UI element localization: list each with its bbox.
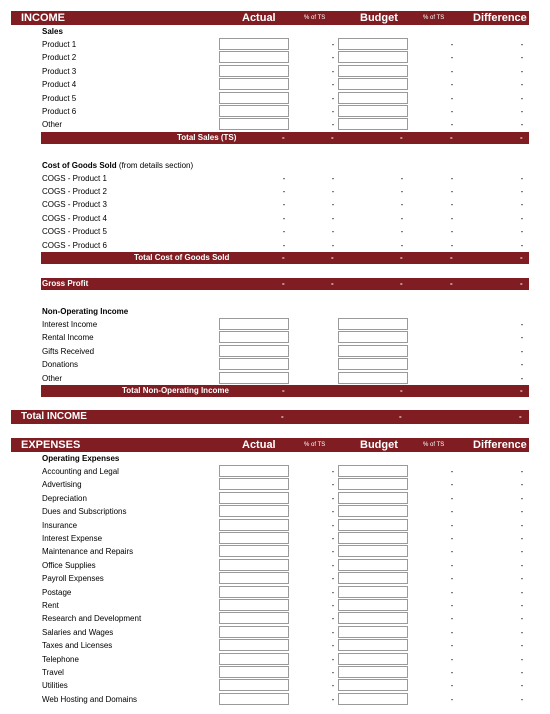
row-label: Postage (42, 587, 72, 597)
difference-value: - (520, 467, 524, 476)
pct-ts-budget-value: - (450, 467, 454, 476)
total-sales-pct: - (331, 133, 334, 142)
row-label: Research and Development (42, 614, 142, 624)
budget-input[interactable] (338, 465, 408, 477)
difference-value: - (520, 507, 524, 517)
pct-ts-budget-value: - (450, 601, 454, 610)
cogs-heading-note: (from details section) (118, 161, 194, 170)
difference-value: - (520, 587, 524, 597)
expenses-budget-column-header: Budget (360, 439, 398, 451)
budget-input[interactable] (338, 586, 408, 598)
actual-input[interactable] (219, 318, 289, 330)
budget-value: - (400, 227, 404, 237)
gross-profit-pct: - (331, 279, 334, 288)
total-sales-difference: - (520, 133, 523, 142)
budget-input[interactable] (338, 372, 408, 384)
budget-input[interactable] (338, 492, 408, 504)
pct-ts-value: - (331, 601, 335, 610)
total-income-difference: - (519, 412, 522, 421)
difference-value: - (520, 668, 524, 677)
row-label: Interest Expense (42, 534, 103, 543)
total-cogs-label: Total Cost of Goods Sold (134, 253, 230, 262)
difference-value: - (520, 213, 524, 223)
budget-input[interactable] (338, 358, 408, 370)
row-label: Web Hosting and Domains (42, 694, 138, 704)
pct-ts-value: - (331, 507, 335, 517)
budget-input[interactable] (338, 345, 408, 357)
row-label: Telephone (42, 654, 79, 664)
actual-input[interactable] (219, 572, 289, 584)
pct-ts-value: - (331, 80, 335, 90)
pct-ts-value: - (331, 654, 335, 664)
budget-input[interactable] (338, 545, 408, 557)
row-label: Rental Income (42, 333, 94, 343)
row-label: Taxes and Licenses (42, 641, 113, 651)
actual-input[interactable] (219, 51, 289, 63)
pct-ts-value: - (331, 547, 335, 557)
difference-value: - (520, 694, 524, 704)
cogs-heading-label (42, 159, 193, 172)
budget-input[interactable] (338, 331, 408, 343)
row-label: Product 4 (42, 80, 77, 90)
budget-input[interactable] (338, 38, 408, 50)
pct-ts-value: - (331, 560, 335, 570)
budget-input[interactable] (338, 599, 408, 611)
actual-input[interactable] (219, 612, 289, 624)
budget-input[interactable] (338, 559, 408, 571)
total-cogs-pct: - (331, 253, 334, 262)
difference-value: - (520, 200, 524, 210)
gross-profit-actual: - (282, 279, 285, 288)
budget-input[interactable] (338, 51, 408, 63)
budget-value: - (400, 213, 404, 223)
total-income-actual: - (281, 412, 284, 421)
pct-ts-budget-value: - (450, 641, 454, 651)
actual-input[interactable] (219, 679, 289, 691)
pct-ts-value: - (331, 520, 335, 530)
difference-value: - (520, 346, 524, 356)
actual-input[interactable] (219, 666, 289, 678)
row-label: Salaries and Wages (42, 627, 114, 637)
actual-input[interactable] (219, 331, 289, 343)
pct-ts-value: - (331, 694, 335, 704)
difference-value: - (520, 574, 524, 584)
pct-ts-value: - (331, 467, 335, 476)
difference-value: - (520, 227, 524, 237)
difference-value: - (520, 601, 524, 610)
budget-input[interactable] (338, 639, 408, 651)
budget-input[interactable] (338, 118, 408, 130)
pct-ts-budget-value: - (450, 694, 454, 704)
pct-ts-value: - (331, 53, 335, 63)
budget-input[interactable] (338, 572, 408, 584)
pct-ts-budget-value: - (450, 547, 454, 557)
operating-expenses-heading-label: Operating Expenses (42, 454, 120, 463)
pct-ts-budget-value: - (450, 534, 454, 543)
difference-column-header: Difference (473, 12, 527, 24)
pct-ts-budget-value: - (450, 654, 454, 664)
total-sales-pct-budget: - (450, 133, 453, 142)
row-label: COGS - Product 6 (42, 240, 107, 250)
actual-input[interactable] (219, 345, 289, 357)
actual-input[interactable] (219, 492, 289, 504)
pct-ts-budget-value: - (450, 480, 454, 490)
actual-column-header: Actual (242, 12, 276, 24)
actual-input[interactable] (219, 639, 289, 651)
gross-profit-label: Gross Profit (42, 279, 89, 288)
pct-ts-value: - (331, 668, 335, 677)
row-label: Rent (42, 601, 59, 610)
row-label: Insurance (42, 520, 78, 530)
difference-value: - (520, 93, 524, 103)
pct-ts-value: - (331, 213, 335, 223)
total-sales-row (41, 132, 529, 144)
difference-value: - (520, 107, 524, 116)
pct-ts-value: - (331, 534, 335, 543)
row-label: Dues and Subscriptions (42, 507, 127, 517)
pct-ts-budget-value: - (450, 53, 454, 63)
sales-heading-label: Sales (42, 27, 63, 36)
actual-value: - (282, 173, 286, 183)
difference-value: - (520, 654, 524, 664)
pct-ts-budget-value: - (450, 574, 454, 584)
total-sales-actual: - (282, 133, 285, 142)
difference-value: - (520, 480, 524, 490)
pct-ts-value: - (331, 40, 335, 49)
row-label: Product 2 (42, 53, 77, 63)
pct-ts-budget-value: - (450, 240, 454, 250)
actual-input[interactable] (219, 559, 289, 571)
total-non-operating-budget: - (400, 386, 403, 395)
row-label: Other (42, 120, 63, 130)
row-label: Other (42, 373, 63, 383)
total-sales-budget: - (400, 133, 403, 142)
expenses-title: EXPENSES (21, 439, 81, 451)
pct-ts-budget-value: - (450, 520, 454, 530)
row-label: Payroll Expenses (42, 574, 104, 584)
gross-profit-row (41, 278, 529, 290)
pct-ts-value: - (331, 173, 335, 183)
difference-value: - (520, 53, 524, 63)
difference-value: - (520, 534, 524, 543)
row-label: Product 5 (42, 93, 77, 103)
difference-value: - (520, 40, 524, 49)
difference-value: - (520, 173, 524, 183)
row-label: Product 1 (42, 40, 77, 49)
non-operating-heading-label: Non-Operating Income (42, 307, 129, 316)
budget-input[interactable] (338, 505, 408, 517)
budget-value: - (400, 186, 404, 196)
total-cogs-row (41, 252, 529, 264)
pct-ts-budget-value: - (450, 493, 454, 503)
budget-value: - (400, 240, 404, 250)
gross-profit-budget: - (400, 279, 403, 288)
pct-ts-budget-value: - (450, 614, 454, 624)
actual-input[interactable] (219, 653, 289, 665)
pct-ts-budget-value: - (450, 560, 454, 570)
budget-input[interactable] (338, 519, 408, 531)
expenses-header (11, 438, 529, 452)
actual-input[interactable] (219, 545, 289, 557)
total-income-row (11, 410, 529, 424)
difference-value: - (520, 627, 524, 637)
pct-ts-budget-value: - (450, 587, 454, 597)
budget-input[interactable] (338, 612, 408, 624)
row-label: COGS - Product 4 (42, 213, 107, 223)
actual-input[interactable] (219, 505, 289, 517)
actual-input[interactable] (219, 105, 289, 117)
total-cogs-difference: - (520, 253, 523, 262)
row-label: Travel (42, 668, 64, 677)
pct-ts-value: - (331, 480, 335, 490)
actual-input[interactable] (219, 65, 289, 77)
actual-input[interactable] (219, 358, 289, 370)
budget-input[interactable] (338, 626, 408, 638)
gross-profit-difference: - (520, 279, 523, 288)
budget-input[interactable] (338, 693, 408, 705)
row-label: Product 3 (42, 66, 77, 76)
actual-input[interactable] (219, 118, 289, 130)
row-label: COGS - Product 3 (42, 200, 107, 210)
difference-value: - (520, 560, 524, 570)
row-label: Maintenance and Repairs (42, 547, 134, 557)
budget-input[interactable] (338, 478, 408, 490)
expenses-difference-column-header: Difference (473, 439, 527, 451)
budget-input[interactable] (338, 92, 408, 104)
difference-value: - (520, 80, 524, 90)
pct-ts-budget-value: - (450, 681, 454, 691)
row-label: Product 6 (42, 107, 77, 116)
pct-ts-budget-value: - (450, 80, 454, 90)
total-cogs-actual: - (282, 253, 285, 262)
row-label: Interest Income (42, 320, 98, 329)
pct-ts-budget-value: - (450, 186, 454, 196)
total-cogs-pct-budget: - (450, 253, 453, 262)
pct-ts-budget-value: - (450, 507, 454, 517)
difference-value: - (520, 547, 524, 557)
pct-ts-budget-value: - (450, 213, 454, 223)
pct-ts-value: - (331, 240, 335, 250)
income-title: INCOME (21, 12, 65, 24)
pct-ts-value: - (331, 66, 335, 76)
row-label: COGS - Product 5 (42, 227, 107, 237)
pct-ts-value: - (331, 493, 335, 503)
budget-value: - (400, 173, 404, 183)
row-label: COGS - Product 1 (42, 173, 107, 183)
total-non-operating-label: Total Non-Operating Income (122, 386, 229, 395)
actual-input[interactable] (219, 465, 289, 477)
difference-value: - (520, 614, 524, 624)
difference-value: - (520, 240, 524, 250)
row-label: Utilities (42, 681, 68, 691)
pct-ts-value: - (331, 186, 335, 196)
actual-input[interactable] (219, 693, 289, 705)
actual-input[interactable] (219, 586, 289, 598)
budget-input[interactable] (338, 532, 408, 544)
pct-ts-budget-value: - (450, 93, 454, 103)
pct-ts-budget-value: - (450, 107, 454, 116)
expenses-actual-column-header: Actual (242, 439, 276, 451)
pct-ts-budget-value: - (450, 200, 454, 210)
actual-input[interactable] (219, 38, 289, 50)
row-label: Accounting and Legal (42, 467, 119, 476)
difference-value: - (520, 66, 524, 76)
pct-ts-value: - (331, 681, 335, 691)
actual-value: - (282, 200, 286, 210)
pct-ts-value: - (331, 614, 335, 624)
pct-ts-column-header: % of TS (304, 15, 326, 21)
income-header (11, 11, 529, 25)
total-sales-label: Total Sales (TS) (177, 133, 237, 142)
actual-value: - (282, 186, 286, 196)
actual-input[interactable] (219, 626, 289, 638)
pct-ts-value: - (331, 574, 335, 584)
expenses-pct-ts-budget-column-header: % of TS (423, 442, 445, 448)
total-non-operating-actual: - (282, 386, 285, 395)
budget-input[interactable] (338, 679, 408, 691)
actual-input[interactable] (219, 519, 289, 531)
budget-input[interactable] (338, 666, 408, 678)
total-non-operating-difference: - (520, 386, 523, 395)
budget-value: - (400, 200, 404, 210)
pct-ts-value: - (331, 587, 335, 597)
pct-ts-value: - (331, 627, 335, 637)
total-non-operating-row (41, 385, 529, 397)
pct-ts-value: - (331, 93, 335, 103)
gross-profit-pct-budget: - (450, 279, 453, 288)
row-label: COGS - Product 2 (42, 186, 107, 196)
row-label: Advertising (42, 480, 82, 490)
actual-input[interactable] (219, 532, 289, 544)
pct-ts-value: - (331, 227, 335, 237)
difference-value: - (520, 641, 524, 651)
actual-value: - (282, 240, 286, 250)
total-cogs-budget: - (400, 253, 403, 262)
total-income-budget: - (399, 412, 402, 421)
actual-input[interactable] (219, 92, 289, 104)
difference-value: - (520, 320, 524, 329)
pct-ts-budget-column-header: % of TS (423, 15, 445, 21)
cogs-heading-text: Cost of Goods Sold (42, 161, 117, 170)
pct-ts-value: - (331, 107, 335, 116)
pct-ts-budget-value: - (450, 40, 454, 49)
difference-value: - (520, 186, 524, 196)
budget-input[interactable] (338, 78, 408, 90)
pct-ts-budget-value: - (450, 66, 454, 76)
pct-ts-budget-value: - (450, 120, 454, 130)
pct-ts-value: - (331, 200, 335, 210)
difference-value: - (520, 493, 524, 503)
row-label: Donations (42, 360, 79, 370)
difference-value: - (520, 520, 524, 530)
row-label: Gifts Received (42, 346, 95, 356)
budget-column-header: Budget (360, 12, 398, 24)
actual-input[interactable] (219, 78, 289, 90)
budget-input[interactable] (338, 65, 408, 77)
pct-ts-budget-value: - (450, 668, 454, 677)
actual-input[interactable] (219, 478, 289, 490)
actual-input[interactable] (219, 372, 289, 384)
actual-input[interactable] (219, 599, 289, 611)
difference-value: - (520, 360, 524, 370)
actual-value: - (282, 227, 286, 237)
row-label: Depreciation (42, 493, 87, 503)
row-label: Office Supplies (42, 560, 96, 570)
total-income-label: Total INCOME (21, 411, 87, 422)
pct-ts-budget-value: - (450, 627, 454, 637)
difference-value: - (520, 333, 524, 343)
pct-ts-budget-value: - (450, 227, 454, 237)
pct-ts-budget-value: - (450, 173, 454, 183)
budget-input[interactable] (338, 318, 408, 330)
difference-value: - (520, 681, 524, 691)
difference-value: - (520, 373, 524, 383)
budget-input[interactable] (338, 653, 408, 665)
expenses-pct-ts-column-header: % of TS (304, 442, 326, 448)
budget-input[interactable] (338, 105, 408, 117)
pct-ts-value: - (331, 641, 335, 651)
pct-ts-value: - (331, 120, 335, 130)
actual-value: - (282, 213, 286, 223)
difference-value: - (520, 120, 524, 130)
